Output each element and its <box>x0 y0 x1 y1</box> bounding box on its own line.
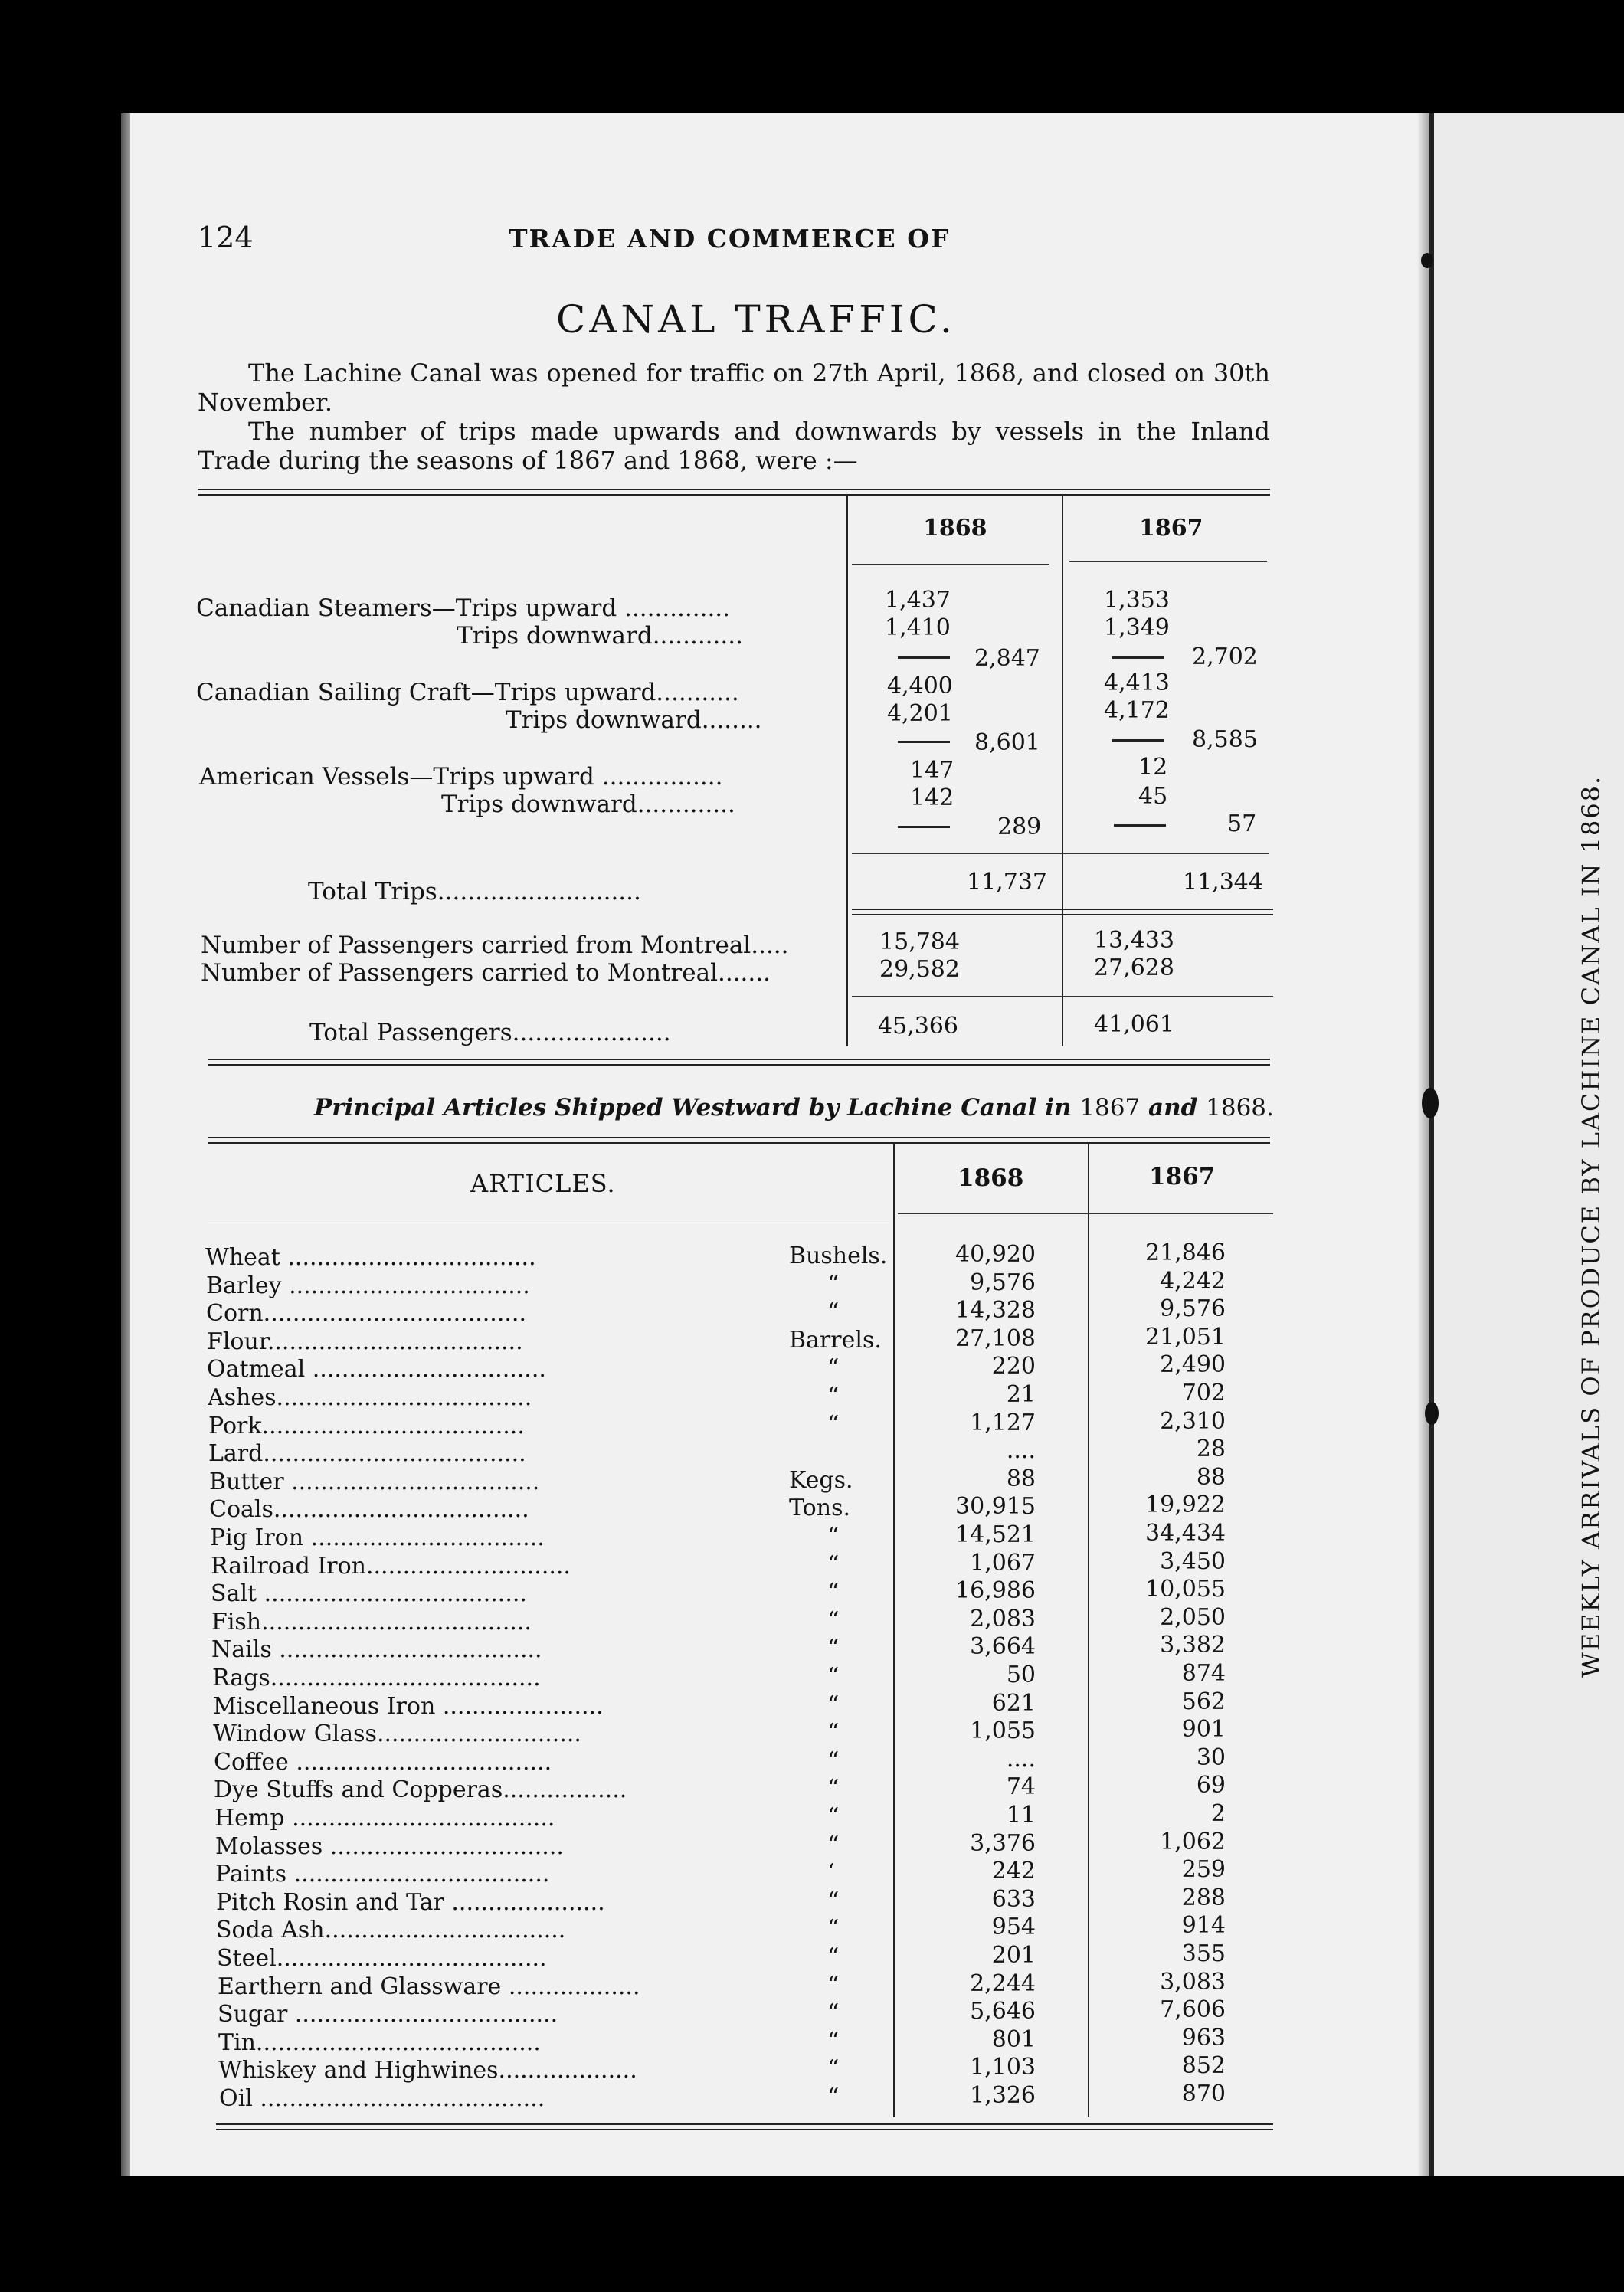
value-1867: 870 <box>1181 2081 1226 2107</box>
value-1868: 11 <box>1006 1802 1036 1829</box>
total-passengers-cell: 41,061 <box>1094 1011 1174 1038</box>
value-cell: 1,349 <box>1104 614 1170 641</box>
caption-year: 1867 <box>1079 1094 1141 1121</box>
value-1868: 88 <box>1006 1465 1036 1492</box>
article-unit: “ <box>827 1691 840 1718</box>
value-1868: 220 <box>991 1353 1036 1380</box>
page-number: 124 <box>198 221 254 254</box>
value-1867: 10,055 <box>1145 1576 1226 1603</box>
article-name: Fish..................................... <box>211 1608 532 1636</box>
value-1867: 21,846 <box>1145 1239 1226 1266</box>
value-1868: 40,920 <box>955 1241 1036 1268</box>
value-1867: 901 <box>1181 1716 1226 1744</box>
value-cell: 4,172 <box>1104 697 1170 724</box>
article-name: Pork.................................... <box>208 1412 525 1439</box>
articles-bottom-rule <box>216 2123 1273 2130</box>
article-unit: ‘ <box>827 1859 835 1887</box>
article-name: Steel..................................... <box>217 1945 547 1972</box>
row-label: Canadian Sailing Craft—Trips upward........... <box>196 679 739 706</box>
value-1868: 621 <box>991 1689 1036 1717</box>
value-1868: .... <box>1006 1745 1036 1773</box>
value-1867: 9,576 <box>1160 1295 1226 1323</box>
article-name: Pig Iron ................................ <box>210 1524 545 1551</box>
value-cell: 45 <box>1138 783 1168 810</box>
value-1868: 30,915 <box>955 1493 1036 1521</box>
article-unit: “ <box>827 1383 840 1410</box>
caption-and: and <box>1148 1094 1198 1121</box>
ink-blot <box>1422 1088 1439 1118</box>
total-trips-cell: 11,737 <box>967 869 1047 896</box>
article-name: Nails .................................... <box>211 1636 542 1664</box>
subtotal-cell: 8,585 <box>1192 726 1258 753</box>
value-1868: 201 <box>991 1942 1036 1969</box>
value-1867: 4,242 <box>1160 1267 1226 1295</box>
total-trips-label: Total Trips........................... <box>308 878 641 905</box>
value-1867: 3,450 <box>1160 1547 1226 1575</box>
subtotal-cell: 2,702 <box>1192 643 1258 670</box>
value-cell: 1,437 <box>885 587 951 614</box>
sum-rule <box>1114 824 1166 827</box>
article-unit: “ <box>827 2084 840 2110</box>
value-1868: 5,646 <box>970 1998 1036 2025</box>
value-1868: 1,067 <box>970 1549 1036 1577</box>
value-1867: 3,382 <box>1160 1632 1226 1659</box>
value-1868: 633 <box>991 1885 1036 1913</box>
row-label: Trips downward............. <box>441 791 735 818</box>
article-unit: “ <box>827 1943 840 1970</box>
value-1868: 3,664 <box>970 1633 1036 1661</box>
value-cell: 1,353 <box>1104 587 1170 614</box>
value-1868: 242 <box>991 1858 1036 1885</box>
sum-rule <box>898 826 950 828</box>
column-divider <box>1088 1144 1089 2117</box>
article-unit: “ <box>827 1606 840 1634</box>
page-title: CANAL TRAFFIC. <box>556 297 956 342</box>
sum-rule <box>898 741 950 743</box>
value-1867: 7,606 <box>1160 1996 1226 2024</box>
article-name: Miscellaneous Iron ...................... <box>213 1692 604 1720</box>
column-divider <box>893 1144 895 2117</box>
subtotal-cell: 57 <box>1227 810 1257 837</box>
article-unit: Barrels. <box>789 1326 882 1354</box>
article-name: Railroad Iron............................ <box>211 1552 571 1580</box>
intro-paragraph: The number of trips made upwards and downwards by vessels in the Inland Trade during the seasons of 1867 and 1868, were :— <box>198 417 1270 475</box>
article-unit: “ <box>827 1747 840 1774</box>
article-unit: “ <box>827 1354 840 1382</box>
ink-blot <box>1425 1402 1439 1425</box>
subtotal-cell: 8,601 <box>974 729 1040 756</box>
article-unit: Bushels. <box>789 1243 888 1269</box>
value-cell: 12 <box>1138 754 1168 781</box>
value-cell: 15,784 <box>879 928 960 955</box>
caption-year: 1868. <box>1206 1094 1274 1121</box>
value-1868: 14,328 <box>955 1297 1036 1324</box>
value-1868: .... <box>1006 1437 1036 1465</box>
value-1868: 1,055 <box>970 1717 1036 1745</box>
article-unit: “ <box>827 2055 840 2083</box>
article-unit: “ <box>827 1523 840 1550</box>
value-1868: 9,576 <box>970 1269 1036 1296</box>
value-1867: 2 <box>1210 1800 1226 1827</box>
value-1867: 2,310 <box>1160 1407 1226 1435</box>
total-passengers-cell: 45,366 <box>878 1013 958 1040</box>
total-trips-cell: 11,344 <box>1183 869 1263 896</box>
value-1867: 874 <box>1181 1660 1226 1687</box>
article-unit: “ <box>827 1831 840 1858</box>
article-unit: “ <box>827 1635 840 1662</box>
article-unit: Kegs. <box>789 1466 853 1494</box>
value-1868: 1,326 <box>970 2082 1036 2109</box>
value-1867: 2,050 <box>1160 1603 1226 1631</box>
article-name: Sugar .................................... <box>218 2001 558 2028</box>
article-name: Soda Ash................................. <box>216 1917 566 1944</box>
total-rule <box>852 909 1273 915</box>
value-cell: 4,400 <box>887 673 953 699</box>
header-rule <box>852 564 1049 565</box>
article-name: Paints ................................... <box>215 1861 550 1888</box>
value-cell: 27,628 <box>1094 954 1174 981</box>
year-header: 1867 <box>1139 515 1203 542</box>
value-1868: 21 <box>1006 1381 1036 1408</box>
article-unit: “ <box>827 1915 840 1943</box>
value-1867: 19,922 <box>1145 1491 1226 1519</box>
article-name: Molasses ................................ <box>215 1832 564 1860</box>
year-header: 1867 <box>1149 1163 1216 1190</box>
articles-caption <box>314 1094 1274 1121</box>
value-1867: 34,434 <box>1145 1520 1226 1547</box>
value-1867: 88 <box>1196 1463 1226 1491</box>
article-name: Window Glass............................ <box>213 1721 581 1748</box>
article-unit: “ <box>827 1298 840 1326</box>
row-label: Trips downward............ <box>457 622 743 650</box>
article-unit: “ <box>827 1887 840 1914</box>
article-unit: “ <box>827 1270 840 1298</box>
value-1867: 288 <box>1181 1884 1226 1911</box>
sum-rule <box>1112 739 1164 742</box>
article-name: Barley ................................. <box>206 1272 530 1299</box>
article-unit: “ <box>827 1999 840 2027</box>
article-name: Coffee ................................... <box>214 1748 552 1776</box>
intro-paragraph: The Lachine Canal was opened for traffic on 27th April, 1868, and closed on 30th November. <box>198 359 1270 417</box>
article-name: Coals................................... <box>209 1496 529 1524</box>
value-1868: 1,127 <box>970 1409 1036 1436</box>
value-1868: 3,376 <box>970 1829 1036 1857</box>
value-1868: 954 <box>991 1914 1036 1941</box>
value-cell: 1,410 <box>885 614 951 641</box>
article-unit: Tons. <box>789 1495 850 1522</box>
value-1868: 14,521 <box>955 1521 1036 1548</box>
article-unit: “ <box>827 1410 840 1438</box>
header-rule <box>1069 561 1267 562</box>
table-top-rule <box>198 489 1270 496</box>
article-unit: “ <box>827 1971 840 1999</box>
article-name: Earthern and Glassware .................. <box>218 1973 640 2000</box>
article-unit: “ <box>827 1663 840 1690</box>
value-cell: 147 <box>910 757 954 784</box>
running-head: TRADE AND COMMERCE OF <box>509 224 951 254</box>
article-unit: “ <box>827 1550 840 1578</box>
ink-blot <box>1421 253 1433 268</box>
value-1867: 914 <box>1181 1912 1226 1940</box>
value-1868: 27,108 <box>955 1324 1036 1352</box>
article-name: Tin....................................... <box>218 2028 541 2056</box>
subtotal-cell: 289 <box>997 814 1042 840</box>
value-cell: 4,413 <box>1104 670 1170 696</box>
value-1867: 562 <box>1181 1688 1226 1715</box>
articles-header: ARTICLES. <box>470 1169 616 1198</box>
value-1868: 2,244 <box>970 1969 1036 1997</box>
article-name: Pitch Rosin and Tar ..................... <box>216 1888 605 1916</box>
article-name: Wheat .................................. <box>205 1244 536 1271</box>
value-1867: 30 <box>1196 1744 1226 1771</box>
passenger-label: Number of Passengers carried from Montreal..... <box>201 932 789 959</box>
article-name: Butter .................................. <box>209 1468 540 1495</box>
value-1868: 801 <box>991 2025 1036 2053</box>
column-divider <box>846 495 848 1046</box>
total-passengers-label: Total Passengers..................... <box>309 1019 671 1046</box>
value-1868: 1,103 <box>970 2054 1036 2081</box>
value-1868: 2,083 <box>970 1605 1036 1632</box>
value-1867: 2,490 <box>1160 1351 1226 1379</box>
row-label: Trips downward........ <box>506 706 762 734</box>
article-unit: “ <box>827 2027 840 2055</box>
article-unit: “ <box>827 1579 840 1606</box>
value-cell: 29,582 <box>879 956 960 983</box>
row-label: American Vessels—Trips upward ................ <box>199 763 723 791</box>
article-name: Oil ....................................... <box>219 2085 545 2112</box>
table-bottom-rule <box>208 1059 1270 1066</box>
article-unit: “ <box>827 1719 840 1747</box>
row-label: Canadian Steamers—Trips upward .............. <box>196 594 731 622</box>
article-unit: “ <box>827 1803 840 1830</box>
value-1868: 50 <box>1006 1662 1036 1688</box>
article-name: Hemp .................................... <box>214 1805 555 1832</box>
article-unit: “ <box>827 1775 840 1802</box>
value-1867: 21,051 <box>1145 1323 1226 1351</box>
sum-rule <box>1112 656 1164 659</box>
articles-top-rule <box>208 1137 1270 1144</box>
passenger-label: Number of Passengers carried to Montreal....... <box>201 959 771 987</box>
value-1867: 355 <box>1181 1940 1226 1967</box>
year-header: 1868 <box>923 515 987 542</box>
value-1867: 28 <box>1196 1436 1226 1463</box>
value-1867: 963 <box>1181 2024 1226 2051</box>
value-1867: 69 <box>1196 1772 1226 1799</box>
value-1867: 702 <box>1181 1380 1226 1406</box>
value-1867: 1,062 <box>1160 1828 1226 1855</box>
article-name: Ashes................................... <box>208 1384 532 1411</box>
year-header: 1868 <box>958 1164 1024 1192</box>
header-rule <box>898 1213 1273 1214</box>
article-name: Lard.................................... <box>208 1440 526 1468</box>
value-cell: 13,433 <box>1094 927 1174 954</box>
caption-text: Principal Articles Shipped Westward by Lachine Canal in <box>314 1094 1072 1121</box>
article-name: Dye Stuffs and Copperas................. <box>214 1776 627 1804</box>
value-1867: 852 <box>1181 2052 1226 2080</box>
article-name: Whiskey and Highwines................... <box>218 2057 637 2084</box>
column-divider <box>1062 495 1063 1046</box>
article-name: Oatmeal ................................ <box>207 1356 546 1383</box>
value-cell: 4,201 <box>887 700 953 727</box>
value-1867: 259 <box>1181 1856 1226 1884</box>
value-1868: 74 <box>1006 1773 1036 1801</box>
article-name: Rags..................................... <box>212 1665 541 1691</box>
facing-page-side-heading: WEEKLY ARRIVALS OF PRODUCE BY LACHINE CANAL IN 1868. <box>1577 774 1606 1678</box>
total-rule <box>852 853 1269 854</box>
value-1867: 3,083 <box>1160 1968 1226 1996</box>
subtotal-cell: 2,847 <box>974 645 1040 672</box>
article-name: Flour................................... <box>207 1328 523 1355</box>
sum-rule <box>898 656 950 659</box>
value-cell: 142 <box>910 784 954 811</box>
total-rule <box>852 996 1273 997</box>
value-1868: 16,986 <box>955 1577 1036 1605</box>
article-name: Salt .................................... <box>211 1580 527 1608</box>
article-name: Corn.................................... <box>206 1300 526 1328</box>
